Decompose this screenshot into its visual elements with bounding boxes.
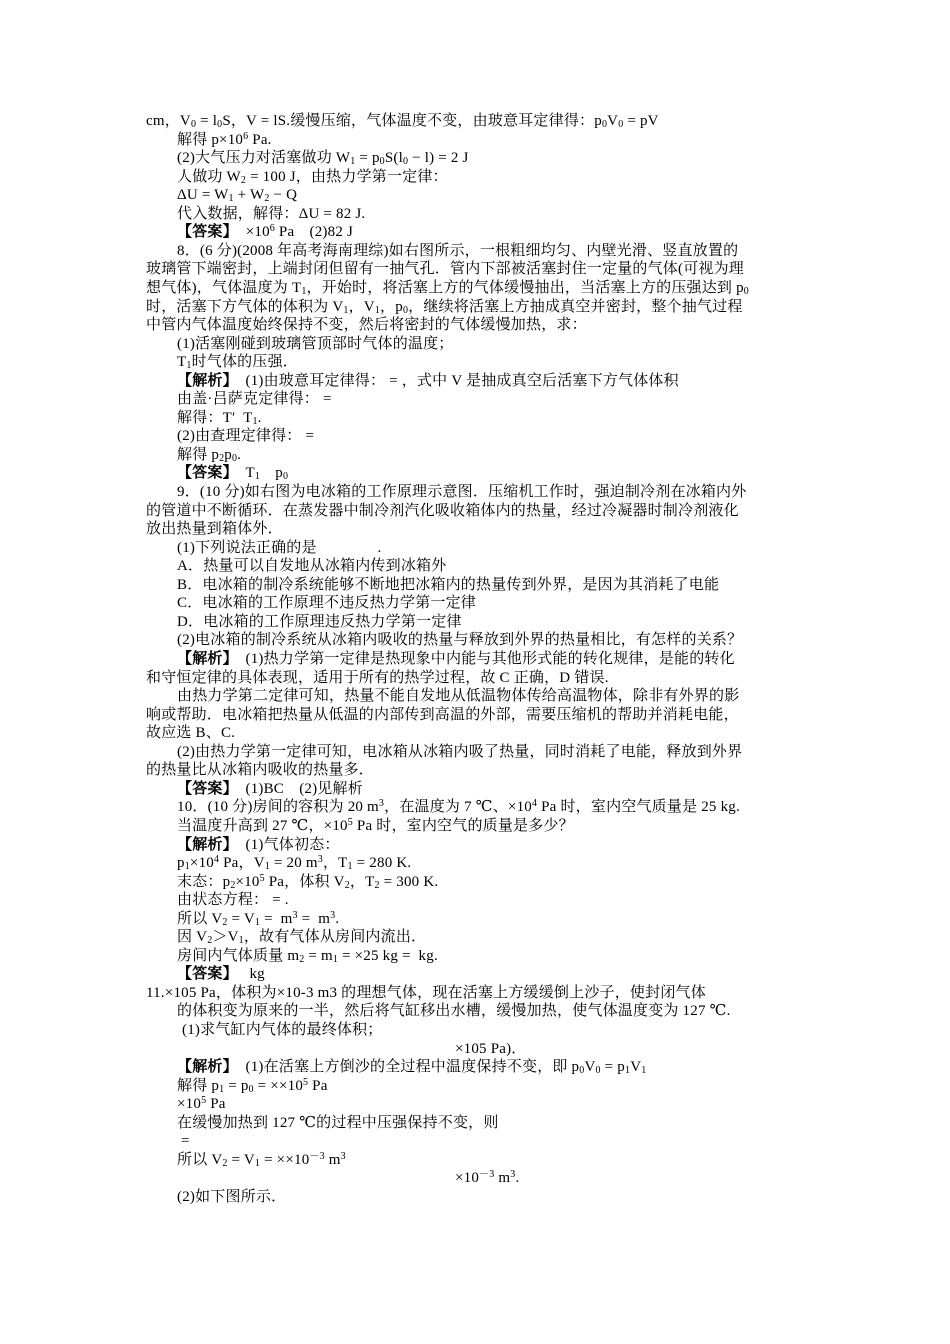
- text-line: (2)由查理定律得： =: [177, 428, 315, 444]
- text-line: 末态：$p_2\times 10^5$ Pa，体积 $V_2$，$T_2 = 300$ K.: [177, 873, 439, 891]
- text-line: 故应选 B、C.: [146, 725, 236, 741]
- text-line: =: [177, 1133, 190, 1149]
- text-line: 人做功 $W_2 = 100$ J，由热力学第一定律：: [177, 169, 448, 186]
- text-line: 当温度升高到 27 ℃，$\times 10^5$ Pa 时，室内空气的质量是多少？: [177, 817, 574, 834]
- text-line: 房间内气体质量 $m_2 = m_1 = \times 25$ kg = kg.: [177, 948, 438, 965]
- text-line: 代入数据，解得：ΔU = 82 J.: [177, 206, 366, 222]
- text-line: (2)如下图所示．: [177, 1189, 287, 1205]
- text-line: $p_1\times 10^4$ Pa，$V_1 = 20$ $m^3$，$T_1 = 280$ K.: [177, 854, 412, 872]
- text-line: (2)由热力学第一定律可知，电冰箱从冰箱内吸了热量，同时消耗了电能，释放到外界: [177, 744, 743, 760]
- text-line: $\Delta U = W_1 + W_2 - Q$: [177, 187, 298, 204]
- text-line: 由热力学第二定律可知，热量不能自发地从低温物体传给高温物体，除非有外界的影: [177, 688, 740, 704]
- text-line: 【解析】 (1)在活塞上方倒沙的全过程中温度保持不变，即 $p_0V_0 = p_1V_1$: [177, 1059, 647, 1076]
- text-line: 玻璃管下端密封，上端封闭但留有一抽气孔．管内下部被活塞封住一定量的气体(可视为理: [146, 261, 744, 277]
- text-line: 11.×105 Pa，体积为×10-3 m3 的理想气体，现在活塞上方缓缓倒上沙子，使封闭气体: [146, 985, 706, 1001]
- text-line: 的热量比从冰箱内吸收的热量多．: [146, 762, 375, 778]
- text-line: 【解析】 (1)热力学第一定律是热现象中内能与其他形式能的转化规律，是能的转化: [177, 651, 735, 667]
- text-line: cm，$V_0 = l_0S$，V = lS.缓慢压缩，气体温度不变，由玻意耳定律得：$p_0V_0$ = pV: [146, 113, 659, 130]
- text-line: A．热量可以自发地从冰箱内传到冰箱外: [177, 558, 447, 574]
- text-line: 在缓慢加热到 127 ℃的过程中压强保持不变，则: [177, 1115, 499, 1131]
- text-line: 解得 $p_1 = p_0 = \times\times 10^5$ Pa: [177, 1077, 328, 1095]
- text-line: (1)求气缸内气体的最终体积；: [182, 1022, 383, 1038]
- text-line: 的体积变为原来的一半，然后将气缸移出水槽，缓慢加热，使气体温度变为 127 ℃.: [177, 1003, 731, 1019]
- text-line: ×105 Pa)．: [455, 1041, 527, 1057]
- text-line: 【答案】 kg: [177, 966, 265, 982]
- text-line: 由状态方程： = .: [177, 892, 289, 908]
- text-line: 由盖·吕萨克定律得： =: [177, 391, 332, 407]
- text-line: 【答案】 $\times 10^6$ Pa (2)82 J: [177, 223, 354, 240]
- text-line: 时，活塞下方气体的体积为 $V_1$，$V_1$，$p_0$，继续将活塞上方抽成真空并密封，整个抽气过程: [146, 299, 743, 316]
- text-line: C．电冰箱的工作原理不违反热力学第一定律: [177, 595, 477, 611]
- text-line: 解得 $p\times 10^6$ Pa.: [177, 131, 272, 148]
- text-line: 8．(6 分)(2008 年高考海南理综)如右图所示，一根粗细均匀、内壁光滑、竖直放置的: [177, 243, 739, 259]
- text-line: 【答案】 (1)BC (2)见解析: [177, 781, 363, 797]
- text-line: 想气体)，气体温度为 $T_1$，开始时，将活塞上方的气体缓慢抽出，当活塞上方的压强达到 $p_0$: [146, 280, 749, 297]
- text-line: (2)电冰箱的制冷系统从冰箱内吸收的热量与释放到外界的热量相比，有怎样的关系？: [177, 632, 743, 648]
- text-line: 【解析】 (1)气体初态：: [177, 837, 340, 853]
- text-line: (1)下列说法正确的是 .: [177, 540, 382, 556]
- text-line: 解得 $p_2p_0$.: [177, 447, 242, 464]
- text-line: 响或帮助．电冰箱把热量从低温的内部传到高温的外部，需要压缩机的帮助并消耗电能，: [146, 707, 739, 723]
- text-line: D．电冰箱的工作原理违反热力学第一定律: [177, 614, 462, 630]
- text-line: (2)大气压力对活塞做功 $W_1 = p_0S(l_0 - l) = 2$ J: [177, 150, 469, 167]
- text-line: 的管道中不断循环．在蒸发器中制冷剂汽化吸收箱体内的热量，经过冷凝器时制冷剂液化: [146, 503, 739, 519]
- text-line: 所以 $V_2 = V_1 = m^3 = m^3$.: [177, 910, 340, 928]
- text-line: $T_1$时气体的压强．: [177, 354, 298, 371]
- text-line: $\times 10^5$ Pa: [177, 1095, 226, 1112]
- text-line: 10．(10 分)房间的容积为 20 $m^3$，在温度为 7 ℃、$\times 10^4$ Pa 时，室内空气质量是 25 kg.: [177, 798, 740, 815]
- text-line: 所以 $V_2 = V_1 = \times\times 10^{-3}$ $m^3$: [177, 1151, 346, 1169]
- text-line: 放出热量到箱体外．: [146, 521, 283, 537]
- text-line: 中管内气体温度始终保持不变，然后将密封的气体缓慢加热，求：: [146, 317, 587, 333]
- text-line: $\times 10^{-3}$ $m^3$.: [455, 1169, 520, 1186]
- text-line: 因 $V_2>V_1$，故有气体从房间内流出．: [177, 929, 427, 946]
- text-line: 【答案】 $T_1$ $p_0$: [177, 465, 289, 482]
- text-line: 【解析】 (1)由玻意耳定律得： = ，式中 V 是抽成真空后活塞下方气体体积: [177, 373, 679, 389]
- text-line: 9．(10 分)如右图为电冰箱的工作原理示意图．压缩机工作时，强迫制冷剂在冰箱内外: [177, 484, 747, 500]
- text-line: 解得：T′ $T_1$.: [177, 410, 262, 427]
- text-line: 和守恒定律的具体表现，适用于所有的热学过程，故 C 正确，D 错误.: [146, 670, 609, 686]
- text-line: B．电冰箱的制冷系统能够不断地把冰箱内的热量传到外界，是因为其消耗了电能: [177, 577, 720, 593]
- text-line: (1)活塞刚碰到玻璃管顶部时气体的温度；: [177, 336, 454, 352]
